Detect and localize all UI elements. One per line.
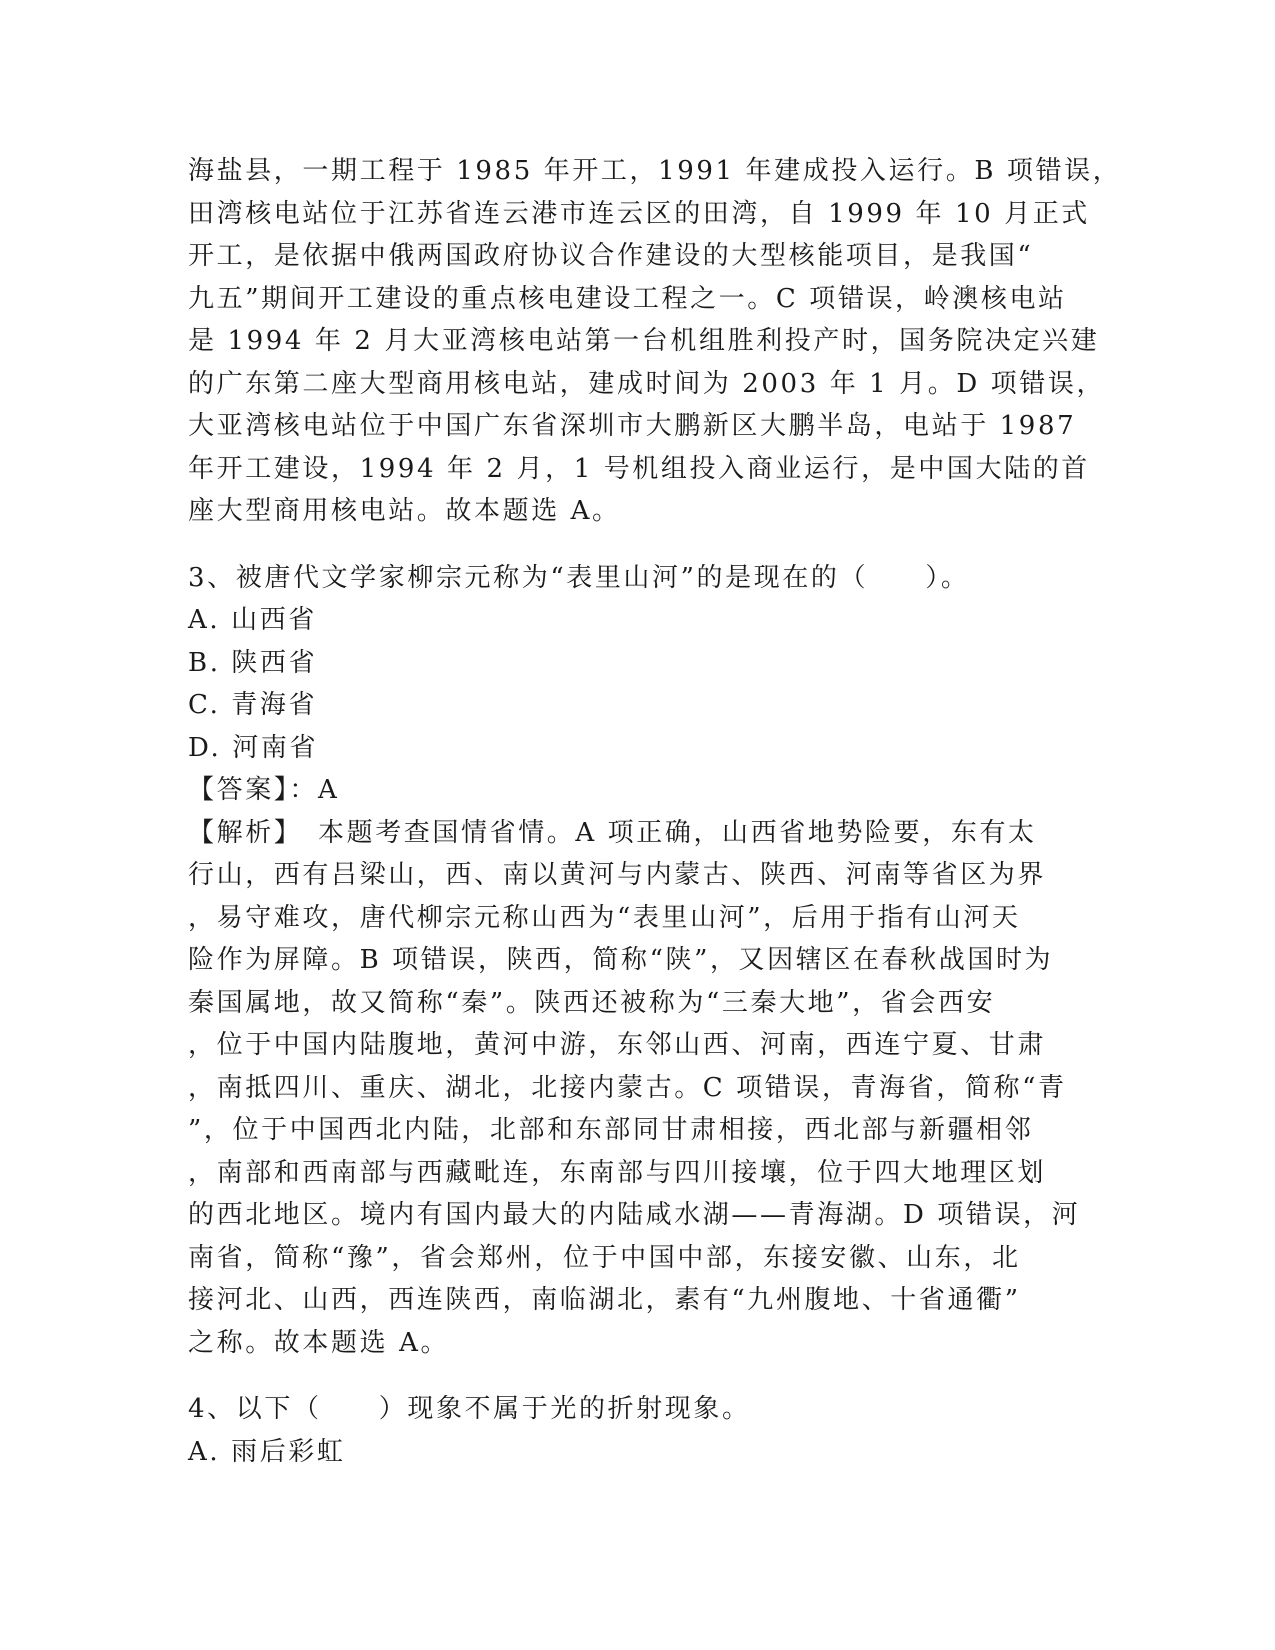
text-line: 【解析】 本题考查国情省情。A 项正确，山西省地势险要，东有太 <box>188 817 1037 848</box>
explanation <box>188 812 1088 1365</box>
text-line: 大亚湾核电站位于中国广东省深圳市大鹏新区大鹏半岛，电站于 1987 <box>188 411 1077 441</box>
answer-line: 【答案】：A <box>188 775 340 805</box>
text-line: 年开工建设，1994 年 2 月，1 号机组投入商业运行，是中国大陆的首 <box>188 453 1090 484</box>
text-line: 田湾核电站位于江苏省连云港市连云区的田湾，自 1999 年 10 月正式 <box>188 198 1090 229</box>
text-line: ”，位于中国西北内陆，北部和东部同甘肃相接，西北部与新疆相邻 <box>188 1115 1034 1145</box>
text-line: 之称。故本题选 A。 <box>188 1327 450 1358</box>
question-text: 4、以下（ ）现象不属于光的折射现象。 <box>188 1394 751 1424</box>
text-line: 的广东第二座大型商用核电站，建成时间为 2003 年 1 月。D 项错误， <box>188 368 1106 399</box>
text-line: ，易守难攻，唐代柳宗元称山西为“表里山河”，后用于指有山河天 <box>188 902 1021 933</box>
option-c: C. 青海省 <box>188 690 318 720</box>
text-line: 的西北地区。境内有国内最大的内陆咸水湖——青海湖。D 项错误，河 <box>188 1200 1081 1230</box>
option-a: A. 山西省 <box>188 605 317 635</box>
option-d: D. 河南省 <box>188 732 319 763</box>
document-page <box>188 150 1122 1473</box>
question-text: 3、被唐代文学家柳宗元称为“表里山河”的是现在的（ ）。 <box>188 562 970 593</box>
text-line: 险作为屏障。B 项错误，陕西，简称“陕”，又因辖区在春秋战国时为 <box>188 945 1054 975</box>
text-line: 海盐县，一期工程于 1985 年开工，1991 年建成投入运行。B 项错误， <box>188 156 1122 186</box>
text-line: 座大型商用核电站。故本题选 A。 <box>188 496 621 526</box>
q2-explanation-tail <box>188 150 1122 533</box>
text-line: 行山，西有吕梁山，西、南以黄河与内蒙古、陕西、河南等省区为界 <box>188 860 1047 890</box>
text-line: 秦国属地，故又简称“秦”。陕西还被称为“三秦大地”，省会西安 <box>188 987 996 1018</box>
text-line: 接河北、山西，西连陕西，南临湖北，素有“九州腹地、十省通衢” <box>188 1285 1021 1315</box>
question-4 <box>188 1388 1088 1473</box>
text-line: ，位于中国内陆腹地，黄河中游，东邻山西、河南，西连宁夏、甘肃 <box>188 1030 1047 1060</box>
text-line: ，南抵四川、重庆、湖北，北接内蒙古。C 项错误，青海省，简称“青 <box>188 1072 1067 1103</box>
text-line: ，南部和西南部与西藏毗连，东南部与四川接壤，位于四大地理区划 <box>188 1157 1047 1188</box>
text-line: 是 1994 年 2 月大亚湾核电站第一台机组胜利投产时，国务院决定兴建 <box>188 326 1100 356</box>
text-line: 南省，简称“豫”，省会郑州，位于中国中部，东接安徽、山东，北 <box>188 1242 1021 1273</box>
option-a: A. 雨后彩虹 <box>188 1436 346 1467</box>
option-b: B. 陕西省 <box>188 647 318 678</box>
text-line: 开工，是依据中俄两国政府协议合作建设的大型核能项目，是我国“ <box>188 241 1034 271</box>
text-line: 九五”期间开工建设的重点核电建设工程之一。C 项错误，岭澳核电站 <box>188 283 1067 314</box>
question-3 <box>188 557 1088 1365</box>
